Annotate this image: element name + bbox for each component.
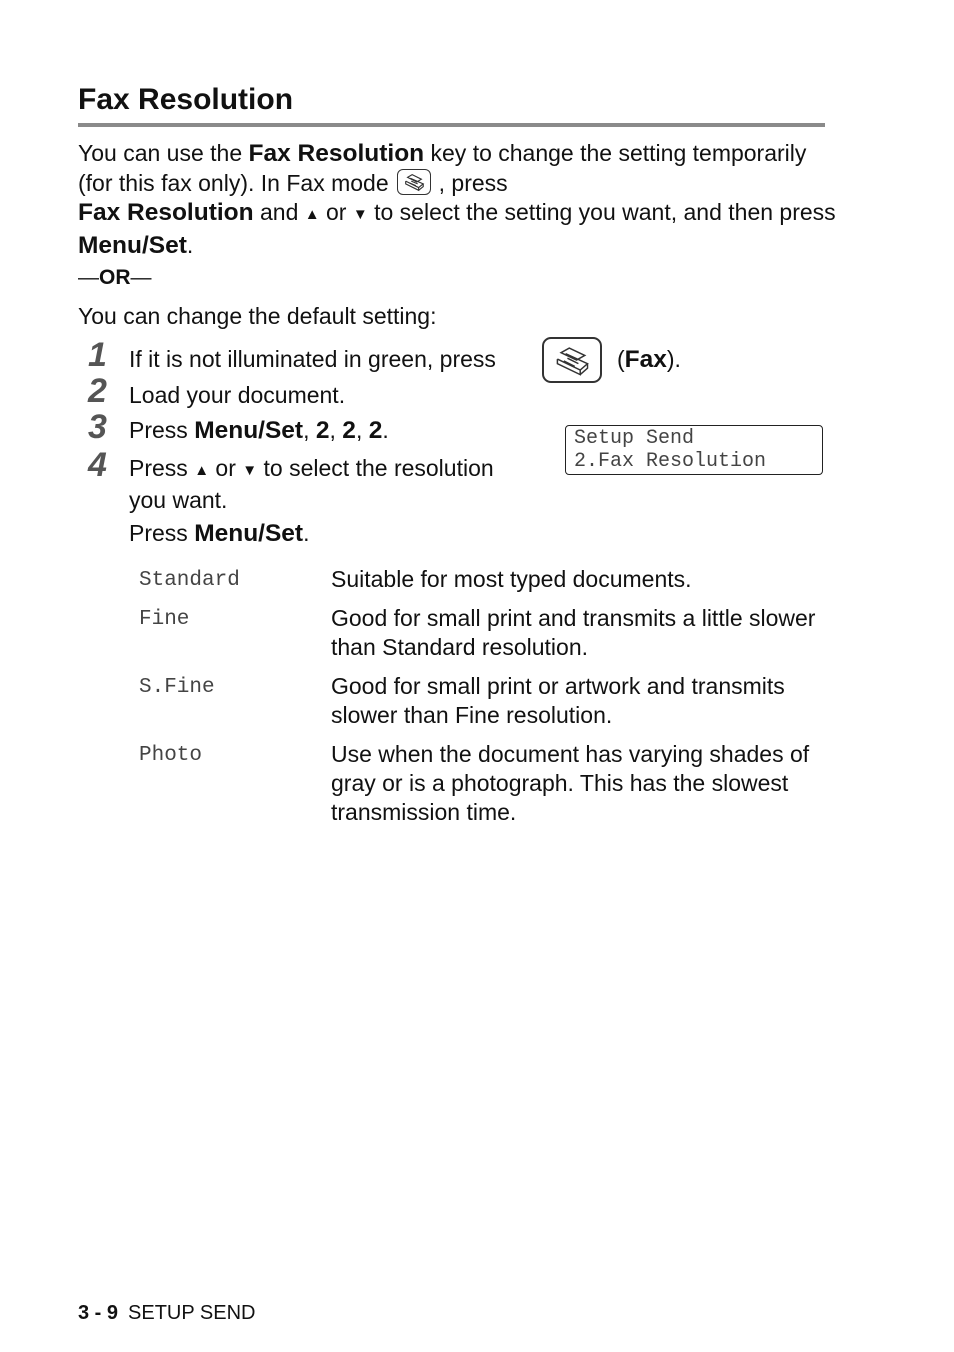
step-4-text: Press ▲ or ▼ to select the resolution you want.	[129, 455, 494, 513]
step-number: 2	[88, 372, 107, 410]
step-1-text: If it is not illuminated in green, press	[129, 346, 496, 372]
option-description: Use when the document has varying shades of gray or is a photograph. This has the slowest transmission time.	[331, 741, 810, 825]
step-2-text: Load your document.	[129, 382, 346, 408]
option-name: Photo	[139, 744, 203, 767]
down-arrow-icon: ▼	[242, 462, 258, 479]
option-name: Fine	[139, 608, 190, 631]
lcd-line-1: Setup Send	[574, 427, 695, 450]
step-4-confirm: Press Menu/Set.	[129, 520, 310, 547]
option-name: Standard	[139, 569, 240, 592]
option-name: S.Fine	[139, 676, 215, 699]
lcd-line-2: 2.Fax Resolution	[574, 450, 767, 473]
default-setting-text: You can change the default setting:	[78, 303, 437, 329]
up-arrow-icon: ▲	[304, 206, 320, 223]
up-arrow-icon: ▲	[194, 462, 210, 479]
heading-rule	[78, 123, 825, 127]
down-arrow-icon: ▼	[352, 206, 368, 223]
step-number: 4	[88, 446, 107, 484]
step-3-text: Press Menu/Set, 2, 2, 2.	[129, 417, 389, 444]
step-number: 3	[88, 408, 107, 446]
option-description: Good for small print or artwork and transmits slower than Fine resolution.	[331, 673, 785, 728]
option-description: Good for small print and transmits a little slower than Standard resolution.	[331, 605, 816, 660]
step-number: 1	[88, 336, 107, 374]
page-title: Fax Resolution	[78, 83, 294, 116]
fax-button-icon	[542, 337, 602, 383]
lcd-display	[565, 425, 823, 475]
intro-paragraph: You can use the Fax Resolution key to change the setting temporarily (for this fax only). In Fax mode , press Fax Resolution and ▲ or ▼ to select the setting you want, and then press Menu/Set.	[78, 140, 836, 259]
section-name: SETUP SEND	[128, 1302, 256, 1324]
option-description: Suitable for most typed documents.	[331, 566, 692, 592]
page-number: 3 - 9	[78, 1302, 119, 1324]
step-1-fax-label: (Fax).	[617, 346, 681, 373]
fax-resolution-key-label: Fax Resolution	[248, 140, 425, 167]
fax-mode-icon	[397, 169, 431, 195]
page-footer	[78, 1300, 255, 1326]
or-separator: —OR—	[78, 266, 152, 289]
